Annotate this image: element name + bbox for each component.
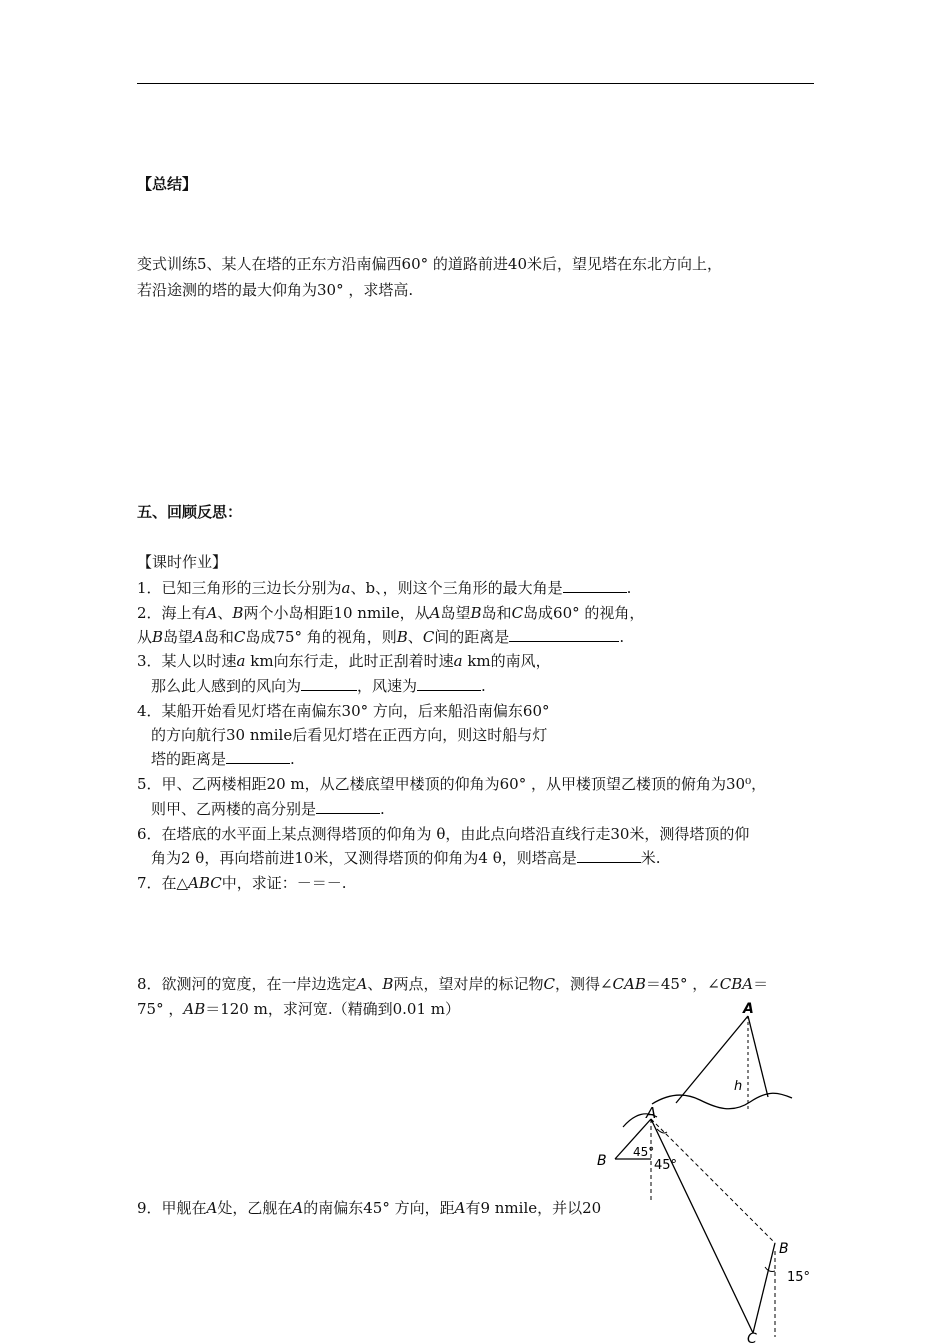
river-figure [640,1000,800,1118]
label-a: A [646,1105,657,1122]
ships-figure [585,1105,825,1344]
label-apex-a: A [743,1001,754,1017]
line-apex-right [748,1016,768,1097]
label-c: C [747,1331,757,1344]
label-b: B [779,1241,789,1257]
homework-heading: 【课时作业】 [137,553,228,571]
problem-6-line2: 角为2 θ，再向塔前进10米，又测得塔顶的仰角为4 θ，则塔高是 米. [151,849,661,867]
problem-3-line1: 3．某人以时速a km向东行走，此时正刮着时速a km的南风， [137,652,551,670]
header-rule [137,83,814,84]
problem-2-line1: 2．海上有A、B两个小岛相距10 nmile，从A岛望B岛和C岛成60° 的视角， [137,604,645,622]
exercise5-line2: 若沿途测的塔的最大仰角为30° ，求塔高. [137,281,414,299]
answer-blank [509,627,619,642]
angle-arc-b [765,1267,775,1272]
problem-8-line2: 75° ，AB＝120 m，求河宽.（精确到0.01 m） [137,1000,461,1018]
problem-7: 7．在△ABC中，求证：－＝－. [137,874,347,892]
label-h: h [734,1079,743,1094]
answer-blank [226,749,290,764]
answer-blank [301,676,357,691]
problem-5-line1: 5．甲、乙两楼相距20 m，从乙楼底望甲楼顶的仰角为60° ，从甲楼顶望乙楼顶的俯角为30⁰， [137,775,767,793]
review-heading: 五、回顾反思： [137,503,243,521]
label-angle-15: 15° [787,1270,811,1285]
problem-1: 1．已知三角形的三边长分别为a、b、，则这个三角形的最大角是 . [137,579,632,597]
problem-9-line1: 9．甲舰在A处，乙舰在A的南偏东45° 方向，距A有9 nmile，并以20 [137,1199,602,1217]
problem-8-line1: 8．欲测河的宽度，在一岸边选定A、B两点，望对岸的标记物C，测得∠CAB＝45° ，∠CBA＝ [137,975,769,993]
problem-4-line3: 塔的距离是 . [151,750,295,768]
label-angle-45: 45° [654,1158,678,1173]
problem-6-line1: 6．在塔底的水平面上某点测得塔顶的仰角为 θ，由此点向塔沿直线行走30米，测得塔顶的仰 [137,825,750,843]
answer-blank [563,578,627,593]
line-a-c [651,1119,753,1333]
summary-heading: 【总结】 [137,175,198,193]
answer-blank [417,676,481,691]
answer-blank [577,848,641,863]
exercise5-line1: 变式训练5、某人在塔的正东方沿南偏西60° 的道路前进40米后，望见塔在东北方向上， [137,255,722,273]
problem-4-line1: 4．某船开始看见灯塔在南偏东30° 方向，后来船沿南偏东60° [137,702,550,720]
label-angle-45-left: 45° [633,1145,655,1159]
label-b-left: B [597,1153,607,1169]
problem-4-line2: 的方向航行30 nmile后看见灯塔在正西方向，则这时船与灯 [151,726,548,744]
answer-blank [316,799,380,814]
line-a-b-dashed [651,1119,775,1243]
problem-5-line2: 则甲、乙两楼的高分别是 . [151,800,385,818]
line-b-c [753,1243,775,1333]
problem-3-line2: 那么此人感到的风向为 ，风速为 . [151,677,486,695]
problem-2-line2: 从B岛望A岛和C岛成75° 角的视角，则B、C间的距离是 . [137,628,625,646]
